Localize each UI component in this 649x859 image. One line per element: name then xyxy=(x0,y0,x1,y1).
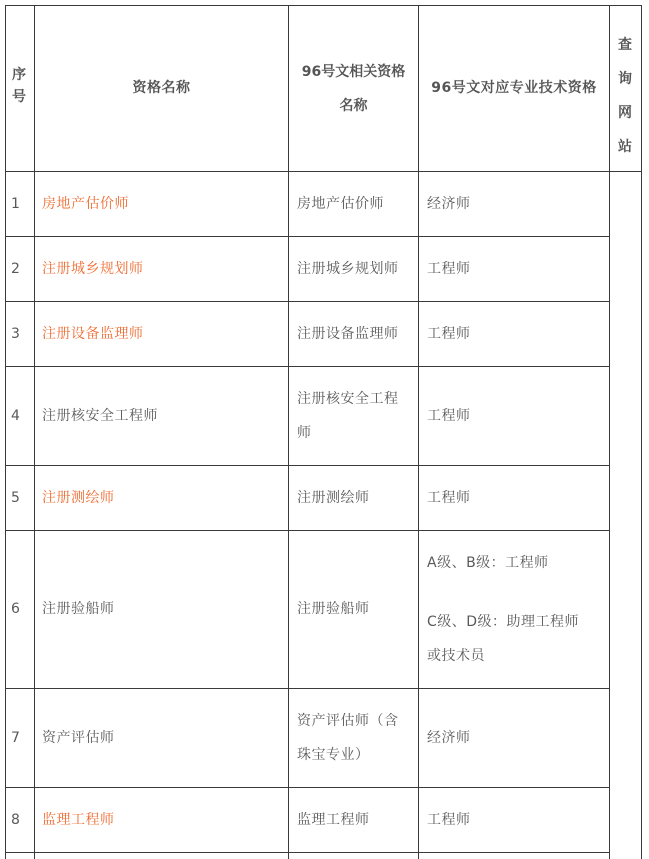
corresponding-title: 经济师 xyxy=(427,730,471,746)
corresponding-title: C级、D级：助理工程师 xyxy=(427,614,580,630)
row-seq: 8 xyxy=(11,812,21,828)
row-seq: 4 xyxy=(11,408,21,424)
qual-link[interactable]: 监理工程师 xyxy=(42,812,115,828)
qual-name: 注册验船师 xyxy=(42,601,115,617)
table-border-right xyxy=(641,5,642,859)
qual-link[interactable]: 注册设备监理师 xyxy=(42,326,144,342)
header-seq xyxy=(8,64,30,108)
qual-link[interactable]: 房地产估价师 xyxy=(42,196,129,212)
header-qual-name: 资格名称 xyxy=(132,80,191,96)
row-divider xyxy=(5,236,610,237)
header-query-site xyxy=(614,28,636,164)
row-divider xyxy=(5,852,610,853)
row-seq: 3 xyxy=(11,326,21,342)
header-corresponding: 96号文对应专业技术资格 xyxy=(431,80,597,96)
related-name: 注册测绘师 xyxy=(297,490,370,506)
related-name: 注册城乡规划师 xyxy=(297,261,399,277)
row-divider xyxy=(5,301,610,302)
header-seq-char: 序 xyxy=(12,67,26,83)
header-query-site-char: 网 xyxy=(618,105,632,121)
row-seq: 1 xyxy=(11,196,21,212)
row-seq: 5 xyxy=(11,490,21,506)
column-divider xyxy=(288,5,289,859)
qual-link[interactable]: 注册城乡规划师 xyxy=(42,261,144,277)
column-divider xyxy=(418,5,419,859)
related-name: 师 xyxy=(297,425,312,441)
related-name: 注册设备监理师 xyxy=(297,326,399,342)
qual-name: 注册核安全工程师 xyxy=(42,408,158,424)
table-border-top xyxy=(5,5,642,6)
header-related-line: 96号文相关资格 xyxy=(301,64,406,80)
column-divider xyxy=(34,5,35,859)
corresponding-title: 工程师 xyxy=(427,490,471,506)
row-divider xyxy=(5,530,610,531)
corresponding-title: 工程师 xyxy=(427,326,471,342)
related-name: 注册核安全工程 xyxy=(297,391,399,407)
header-seq-char: 号 xyxy=(12,89,26,105)
row-divider xyxy=(5,688,610,689)
qual-name: 资产评估师 xyxy=(42,730,115,746)
row-divider xyxy=(5,171,642,172)
corresponding-title: 工程师 xyxy=(427,812,471,828)
related-name: 珠宝专业） xyxy=(297,747,370,763)
row-seq: 6 xyxy=(11,601,21,617)
table-border-left xyxy=(5,5,6,859)
qual-link[interactable]: 注册测绘师 xyxy=(42,490,115,506)
header-related-line: 名称 xyxy=(339,98,368,114)
header-related xyxy=(289,55,418,123)
header-query-site-char: 询 xyxy=(618,71,632,87)
related-name: 注册验船师 xyxy=(297,601,370,617)
corresponding-title: 工程师 xyxy=(427,261,471,277)
header-query-site-char: 查 xyxy=(618,37,632,53)
related-name: 资产评估师（含 xyxy=(297,713,399,729)
related-name: 监理工程师 xyxy=(297,812,370,828)
row-divider xyxy=(5,787,610,788)
header-query-site-char: 站 xyxy=(618,139,632,155)
corresponding-title: 经济师 xyxy=(427,196,471,212)
column-divider xyxy=(609,5,610,859)
row-seq: 7 xyxy=(11,730,21,746)
corresponding-title: 工程师 xyxy=(427,408,471,424)
row-divider xyxy=(5,366,610,367)
related-name: 房地产估价师 xyxy=(297,196,384,212)
corresponding-title: 或技术员 xyxy=(427,648,485,664)
row-seq: 2 xyxy=(11,261,21,277)
corresponding-title: A级、B级：工程师 xyxy=(427,555,549,571)
row-divider xyxy=(5,465,610,466)
